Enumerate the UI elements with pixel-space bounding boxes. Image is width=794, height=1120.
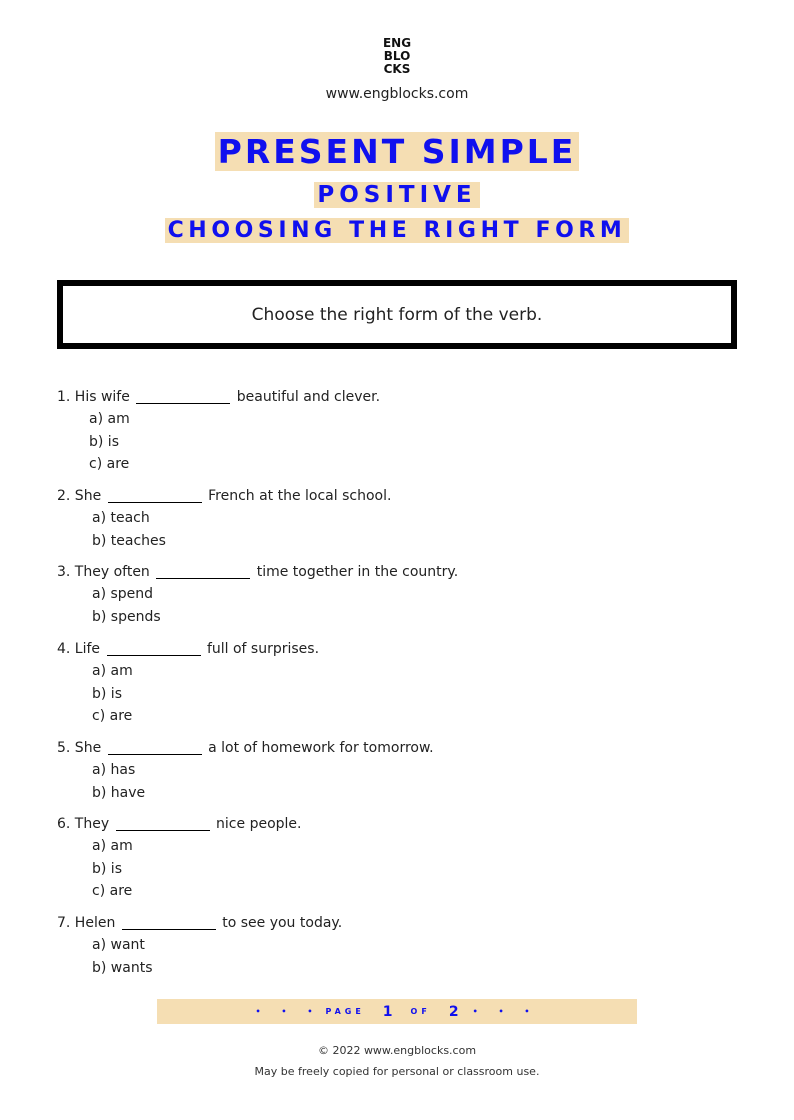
instruction-text: Choose the right form of the verb. [251,304,543,325]
option-b[interactable]: b) have [92,784,146,801]
answer-blank[interactable] [156,564,250,579]
engblocks-logo [0,37,794,76]
question-4-before: 4. Life [57,641,101,657]
question-7 [57,912,342,979]
question-6-before: 6. They [57,816,110,832]
question-2-before: 2. She [57,488,102,504]
option-c[interactable]: c) are [92,883,133,899]
option-a[interactable]: a) has [92,762,136,778]
option-a[interactable]: a) am [92,663,133,679]
option-a[interactable]: a) want [92,937,145,953]
site-url[interactable]: www.engblocks.com [325,86,469,102]
footer-license: May be freely copied for personal or classroom use. [254,1065,540,1078]
option-a[interactable]: a) am [89,411,130,427]
question-6-after: nice people. [216,816,302,832]
option-b[interactable]: b) is [92,860,122,877]
question-3 [57,561,458,628]
page-indicator [157,999,637,1024]
answer-blank[interactable] [108,740,202,755]
title-sub1-text: POSITIVE [314,182,479,208]
option-a[interactable]: a) am [92,838,133,854]
question-3-before: 3. They often [57,564,150,580]
question-7-before: 7. Helen [57,915,116,931]
logo-line-2: BLO [383,49,411,63]
pager-total: 2 [448,1003,459,1020]
option-b[interactable]: b) is [89,433,119,450]
title-sub2-text: CHOOSING THE RIGHT FORM [165,218,630,243]
question-1-after: beautiful and clever. [236,389,381,405]
answer-blank[interactable] [108,488,202,503]
pager-page-word: PAGE [325,1007,365,1016]
option-a[interactable]: a) teach [92,510,150,526]
answer-blank[interactable] [107,641,201,656]
title-subtitle-2 [0,216,794,246]
question-4 [57,638,319,728]
option-b[interactable]: b) spends [92,608,161,625]
question-5-after: a lot of homework for tomorrow. [208,740,434,756]
title-subtitle-1 [0,180,794,210]
question-5-before: 5. She [57,740,102,756]
question-1-before: 1. His wife [57,389,130,405]
question-6 [57,813,301,903]
logo-line-3: CKS [383,62,411,76]
question-2 [57,485,391,552]
pager-of-word: OF [410,1007,431,1016]
logo-line-1: ENG [382,36,412,50]
question-4-after: full of surprises. [206,641,320,657]
title-main-text: PRESENT SIMPLE [215,132,580,171]
pager-current: 1 [382,1003,393,1020]
option-c[interactable]: c) are [92,708,133,724]
option-a[interactable]: a) spend [92,586,154,602]
question-5 [57,737,434,804]
option-c[interactable]: c) are [89,456,130,472]
answer-blank[interactable] [122,915,216,930]
question-2-after: French at the local school. [208,488,392,504]
question-7-after: to see you today. [222,915,343,931]
title-main [0,131,794,173]
answer-blank[interactable] [116,816,210,831]
option-b[interactable]: b) teaches [92,532,166,549]
option-b[interactable]: b) is [92,685,122,702]
pager-dots-left: • • • [255,1007,322,1016]
question-3-after: time together in the country. [256,564,459,580]
footer-copyright: © 2022 www.engblocks.com [317,1044,477,1057]
answer-blank[interactable] [136,389,230,404]
option-b[interactable]: b) wants [92,959,153,976]
question-1 [57,386,380,476]
instruction-box [57,280,737,349]
pager-dots-right: • • • [472,1007,539,1016]
